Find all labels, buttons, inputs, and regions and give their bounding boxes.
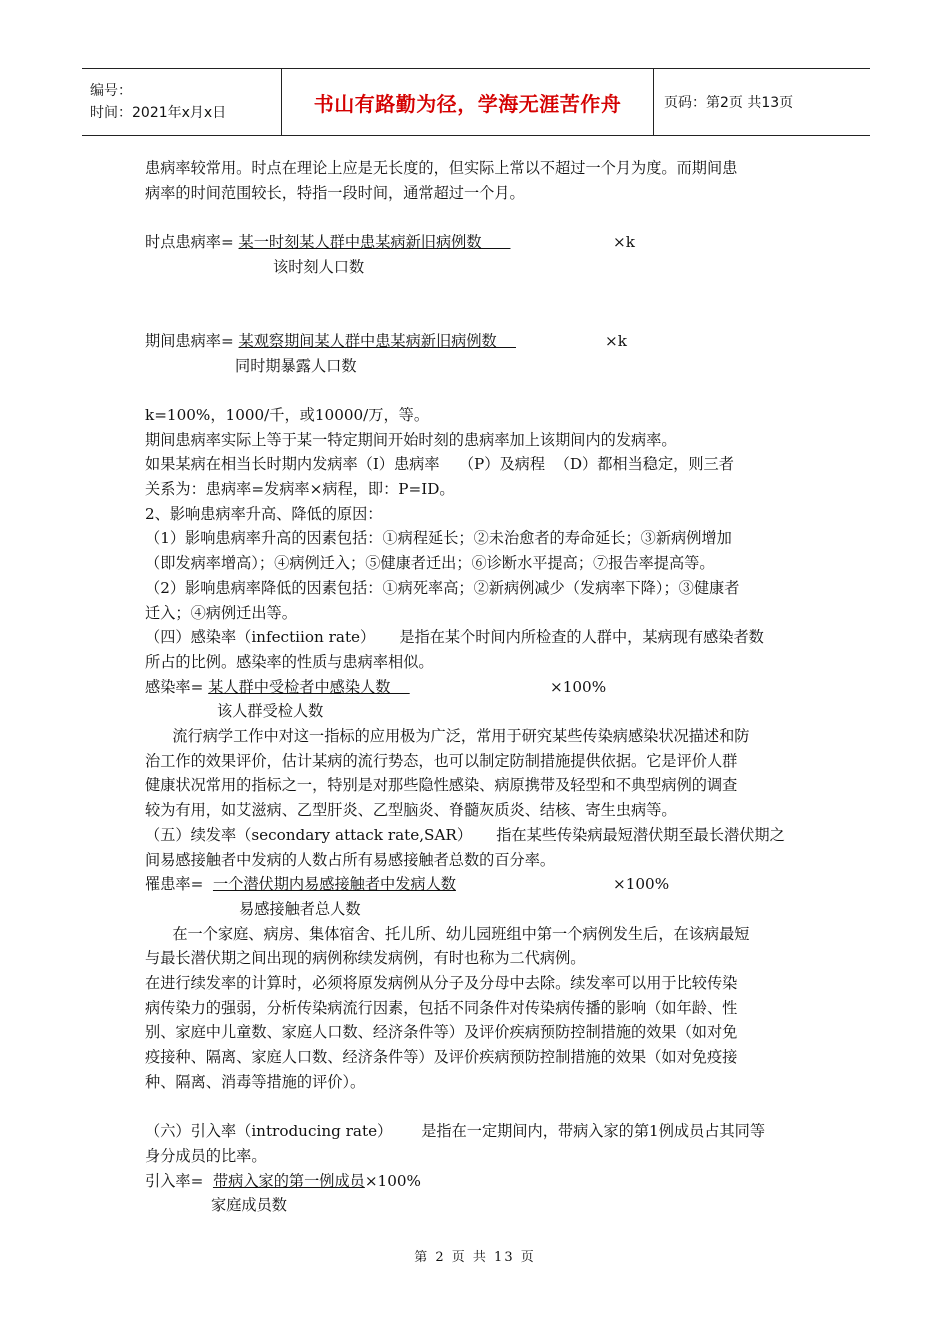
header-page-info (654, 69, 870, 135)
formula-label: 罹患率= (145, 875, 213, 894)
formula-label: 引入率= (145, 1171, 213, 1190)
paragraph: 间易感接触者中发病的人数占所有易感接触者总数的百分率。 (145, 850, 556, 869)
paragraph: （五）续发率（secondary attack rate,SAR） 指在某些传染病最短潜伏期至最长潜伏期之 (145, 825, 785, 844)
date-label: 时间：2021年x月x日 (90, 105, 227, 121)
formula-label: 时点患病率= (145, 233, 239, 252)
paragraph: 关系为：患病率=发病率×病程，即：P=ID。 (145, 480, 455, 499)
paragraph: （2）影响患病率降低的因素包括：①病死率高；②新病例减少（发病率下降）；③健康者 (145, 578, 740, 597)
motto-text: 书山有路勤为径，学海无涯苦作舟 (313, 91, 622, 116)
paragraph: 迁入；④病例迁出等。 (145, 603, 297, 622)
paragraph: 身分成员的比率。 (145, 1146, 267, 1165)
paragraph: 较为有用，如艾滋病、乙型肝炎、乙型脑炎、脊髓灰质炎、结核、寄生虫病等。 (145, 801, 677, 820)
paragraph: 患病率较常用。时点在理论上应是无长度的，但实际上常以不超过一个月为度。而期间患 (145, 159, 738, 177)
page-footer: 第 2 页 共 13 页 (414, 1250, 536, 1265)
paragraph: 期间患病率实际上等于某一特定期间开始时刻的患病率加上该期间内的发病率。 (145, 430, 677, 449)
paragraph: （六）引入率（introducing rate） 是指在一定期间内，带病入家的第1例成员占其同等 (145, 1122, 766, 1141)
formula-numerator: 带病入家的第一例成员 (212, 1171, 365, 1190)
formula-denominator: 家庭成员数 (211, 1196, 287, 1215)
formula-period-prevalence (145, 329, 807, 354)
formula-multiplier: ×k (613, 233, 635, 252)
page-info-text: 页码：第2页 共13页 (664, 95, 794, 111)
formula-numerator: 一个潜伏期内易感接触者中发病人数 (212, 875, 456, 894)
formula-multiplier: ×100% (613, 875, 670, 894)
paragraph: 在进行续发率的计算时，必须将原发病例从分子及分母中去除。续发率可以用于比较传染 (145, 974, 738, 993)
paragraph: 种、隔离、消毒等措施的评价）。 (145, 1072, 366, 1091)
formula-multiplier: ×k (605, 331, 627, 350)
paragraph: 健康状况常用的指标之一，特别是对那些隐性感染、病原携带及轻型和不典型病例的调查 (145, 776, 738, 795)
paragraph: 病传染力的强弱，分析传染病流行因素，包括不同条件对传染病传播的影响（如年龄、性 (145, 998, 738, 1017)
header-meta (82, 69, 282, 135)
formula-point-prevalence (145, 230, 807, 255)
paragraph: 别、家庭中儿童数、家庭人口数、经济条件等）及评价疾病预防控制措施的效果（如对免 (145, 1023, 738, 1042)
formula-introduction-rate (145, 1169, 807, 1194)
formula-attack-rate (145, 872, 807, 897)
formula-multiplier: ×100% (550, 677, 607, 696)
paragraph: （1）影响患病率升高的因素包括：①病程延长；②未治愈者的寿命延长；③新病例增加 (145, 529, 732, 548)
paragraph: k=100%，1000/千，或10000/万，等。 (145, 405, 430, 424)
paragraph: （即发病率增高）；④病例迁入；⑤健康者迁出；⑥诊断水平提高；⑦报告率提高等。 (145, 554, 715, 573)
paragraph: 流行病学工作中对这一指标的应用极为广泛，常用于研究某些传染病感染状况描述和防 (172, 727, 750, 746)
formula-label: 感染率= (145, 677, 209, 696)
formula-denominator: 易感接触者总人数 (239, 899, 361, 918)
formula-denominator: 同时期暴露人口数 (235, 356, 357, 375)
paragraph: 病率的时间范围较长，特指一段时间，通常超过一个月。 (145, 183, 525, 202)
paragraph: 所占的比例。感染率的性质与患病率相似。 (145, 652, 434, 671)
formula-infection-rate (145, 675, 807, 700)
formula-numerator: 某观察期间某人群中患某病新旧病例数 (238, 331, 516, 350)
paragraph: 如果某病在相当长时期内发病率（I）患病率 （P）及病程 （D）都相当稳定，则三者 (145, 455, 734, 474)
formula-label: 期间患病率= (145, 331, 239, 350)
section-heading: 2、影响患病率升高、降低的原因： (145, 504, 383, 523)
formula-numerator: 某一时刻某人群中患某病新旧病例数 (238, 233, 511, 252)
header-motto (282, 69, 654, 135)
page-header (82, 68, 870, 136)
paragraph: 在一个家庭、病房、集体宿舍、托儿所、幼儿园班组中第一个病例发生后，在该病最短 (172, 924, 750, 943)
paragraph: 治工作的效果评价，估计某病的流行势态，也可以制定防制措施提供依据。它是评价人群 (145, 751, 738, 770)
formula-multiplier: ×100% (364, 1171, 421, 1190)
formula-denominator: 该人群受检人数 (217, 702, 324, 721)
document-body (145, 156, 807, 1218)
formula-denominator: 该时刻人口数 (273, 257, 365, 276)
serial-label: 编号： (90, 83, 132, 99)
paragraph: 与最长潜伏期之间出现的病例称续发病例，有时也称为二代病例。 (145, 949, 586, 968)
paragraph: （四）感染率（infectiion rate） 是指在某个时间内所检查的人群中，某病现有感染者数 (145, 628, 764, 647)
formula-numerator: 某人群中受检者中感染人数 (208, 677, 410, 696)
paragraph: 疫接种、隔离、家庭人口数、经济条件等）及评价疾病预防控制措施的效果（如对免疫接 (145, 1048, 738, 1067)
